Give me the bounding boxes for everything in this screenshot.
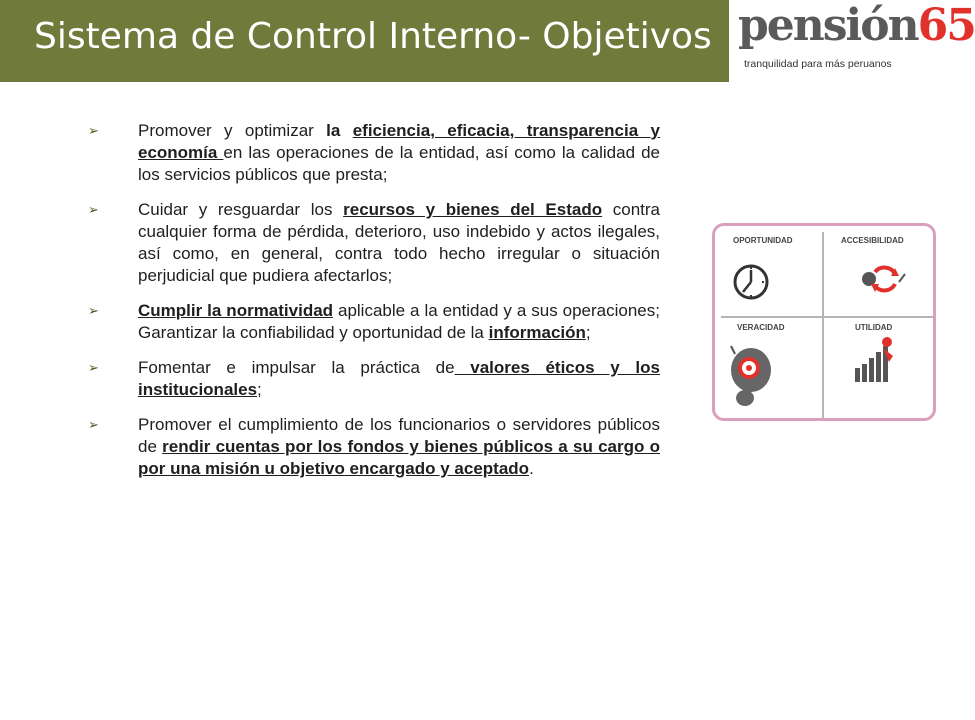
- target-icon: [727, 340, 779, 410]
- text-segment: ;: [585, 323, 591, 342]
- arrow-bullet-icon: ➢: [88, 202, 99, 217]
- quadrant-label-accesibilidad: ACCESIBILIDAD: [841, 236, 904, 245]
- arrow-bullet-icon: ➢: [88, 417, 99, 432]
- text-segment: Promover el cumplimiento de los funcionarios o servidores públicos de: [138, 415, 660, 456]
- logo-tagline: tranquilidad para más peruanos: [744, 58, 892, 70]
- text-segment: .: [529, 459, 534, 478]
- objective-text: [138, 200, 660, 285]
- objective-text: [138, 358, 660, 399]
- underlined-keyword: eficiencia, eficacia, transparencia: [352, 121, 651, 140]
- text-segment: Promover y optimizar: [138, 121, 327, 140]
- underlined-keyword: rendir cuentas por los fondos y bienes públicos a su cargo o por una misión u objetivo encargado y aceptado: [138, 437, 660, 478]
- objective-text: [138, 415, 660, 478]
- arrow-bullet-icon: ➢: [88, 303, 99, 318]
- arrow-bullet-icon: ➢: [88, 360, 99, 375]
- logo-wordmark: [738, 0, 975, 51]
- underlined-keyword: información: [488, 323, 586, 342]
- objectives-list: [88, 120, 660, 493]
- objective-item: [88, 199, 660, 287]
- quadrant-label-utilidad: UTILIDAD: [855, 323, 893, 332]
- underlined-keyword: valores éticos y los institucionales: [138, 358, 660, 399]
- card-divider-horizontal: [721, 316, 933, 318]
- text-segment: en las operaciones de la entidad, así como la calidad de los servicios públicos que presta;: [138, 143, 660, 184]
- quadrant-label-veracidad: VERACIDAD: [737, 323, 785, 332]
- text-segment: contra cualquier forma de pérdida, deterioro, uso indebido y actos ilegales, así como, en general, contra todo hecho irregular o situación perjudicial que pudiera afectarlos;: [138, 200, 660, 285]
- objective-item: [88, 357, 660, 401]
- objective-text: [138, 301, 660, 342]
- objective-item: [88, 120, 660, 186]
- card-divider-vertical: [822, 232, 824, 418]
- refresh-icon: [855, 262, 911, 296]
- text-segment: Cuidar y resguardar los: [138, 200, 344, 219]
- text-segment: aplicable a la entidad y a sus operaciones; Garantizar la confiabilidad y oportunidad de la: [138, 301, 660, 342]
- title-bar: [0, 0, 729, 82]
- pension65-logo: [738, 0, 975, 76]
- objective-item: [88, 414, 660, 480]
- objective-item: [88, 300, 660, 344]
- objective-text: [138, 121, 660, 184]
- text-segment: ;: [257, 380, 262, 399]
- underlined-keyword: recursos y bienes del Estado: [343, 200, 603, 219]
- underlined-keyword: y economía: [138, 121, 661, 162]
- information-qualities-card: [712, 223, 936, 421]
- text-segment: Fomentar e impulsar la práctica de: [138, 358, 455, 377]
- clock-icon: [733, 258, 773, 304]
- logo-number: 65: [917, 0, 975, 51]
- bar-chart-icon: [853, 334, 903, 384]
- logo-word: pensión: [738, 0, 918, 51]
- underlined-keyword: Cumplir la normatividad: [138, 301, 334, 320]
- page-title: Sistema de Control Interno- Objetivos: [34, 16, 712, 57]
- arrow-bullet-icon: ➢: [88, 123, 99, 138]
- text-segment: la: [326, 121, 353, 140]
- quadrant-label-oportunidad: OPORTUNIDAD: [733, 236, 793, 245]
